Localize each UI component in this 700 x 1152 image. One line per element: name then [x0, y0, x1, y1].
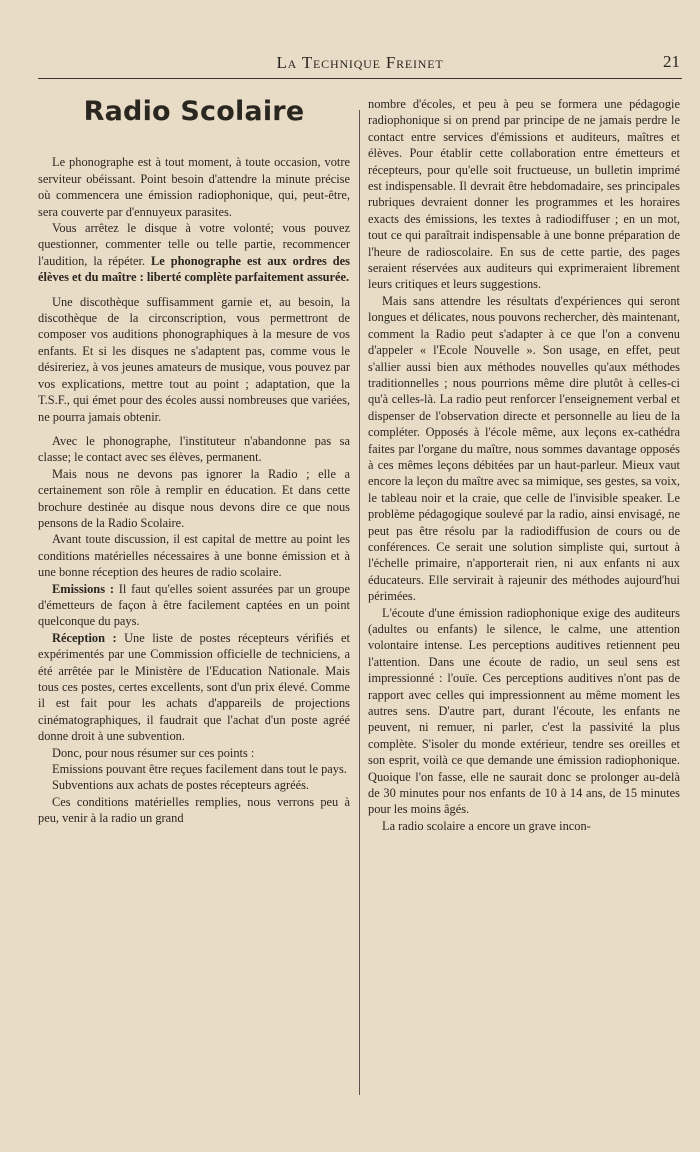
paragraph: Avec le phonographe, l'instituteur n'abandonne pas sa classe; le contact avec ses élèves, permanent.	[38, 433, 350, 465]
reception-heading: Réception :	[52, 630, 117, 645]
emissions-heading: Emissions :	[52, 581, 114, 596]
page-number: 21	[663, 52, 680, 71]
paragraph: L'écoute d'une émission radiophonique exige des auditeurs (adultes ou enfants) le silence, le calme, une attention volontaire intense. Les perceptions auditives retiennent peu l'attention. Dans une écoute de radio, un seul sens est impressionné : l'ouïe. Ces perceptions auditives n'ont pas de rapport avec celles qui impressionnent au même moment les autres sens. D'autre part, durant l'écoute, les enfants ne peuvent, ni remuer, ni parler, c'est la passivité la plus complète. S'isoler du monde extérieur, tendre ses oreilles et son esprit, voilà ce que demande une émission radiophonique. Quoique l'on fasse, elle ne saurait donc se prolonger au-delà de 30 minutes pour nos enfants de 10 à 14 ans, de 15 minutes pour les moins âgés.	[368, 605, 680, 817]
paragraph: Mais nous ne devons pas ignorer la Radio ; elle a certainement son rôle à remplir en éducation. Et dans cette brochure destinée au disque nous devons dire ce que nous pensons de la Radio Scolaire.	[38, 466, 350, 530]
paragraph: nombre d'écoles, et peu à peu se formera une pédagogie radiophonique si on prend par principe de ne jamais perdre le contact entre services d'émissions et auditeurs, maîtres et élèves. Pour établir cette collaboration entre émetteurs et récepteurs, pour qu'elle soit fructueuse, un bulletin imprimé est indispensable. Il devrait être hebdomadaire, ses principales rubriques devraient donner les programmes et les horaires exacts des émissions, les textes à radiodiffuser ; en un mot, tout ce qui paraîtrait indispensable à une bonne préparation de l'heure de radioscolaire. En sus de cette partie, des pages seraient réservées aux auditeurs qui exprimeraient librement leurs critiques et leurs suggestions.	[368, 97, 680, 292]
paragraph: Subventions aux achats de postes récepteurs agréés.	[52, 778, 310, 793]
paragraph: Mais sans attendre les résultats d'expériences qui seront longues et délicates, nous pouvons rechercher, dès maintenant, comment la Radio peut s'adapter à ce que l'on a convenu d'appeler « l'Ecole Nouvelle ». Son usage, en effet, peut s'allier aussi bien aux méthodes nouvelles qu'aux méthodes traditionnelles ; nous pourrions même dire plutôt à celles-ci qu'à celles-là. La radio peut renforcer l'enseignement verbal et dispenser de l'observation directe et personnelle au lieu de la compléter. Opposés à l'école même, aux leçons ex-cathédra faites par l'organe du maître, nous sommes davantage opposés à ces mêmes leçons débitées par un haut-parleur. Mieux vaut encore la leçon du maître avec sa mimique, ses gestes, sa voix, le tableau noir et la craie, que celle de l'invisible speaker. Le problème pédagogique soulevé par la radio, ainsi envisagé, ne peut pas être résolu par la radiodiffusion de cours ou de conférences. Ce serait une solution simpliste qui, surtout à l'échelle primaire, n'apporterait rien, ni aux enfants ni aux éducateurs. Elle servirait à rajeunir des méthodes aujourd'hui périmées.	[368, 293, 680, 604]
article-title: Radio Scolaire	[83, 96, 305, 127]
paragraph: Réception : Une liste de postes récepteurs vérifiés et expérimentés par une Commission officielle de techniciens, a été arrêtée par le Ministère de l'Education Nationale. Mais tous ces postes, certes excellents, sont d'un prix élevé. Comme il est fait pour les achats d'appareils de projections cinématographiques, il faudrait que l'achat d'un poste agréé donne droit à une subvention.	[38, 630, 350, 744]
paragraph: Avant toute discussion, il est capital de mettre au point les conditions matérielles nécessaires à une bonne émission et à une bonne réception des heures de radio scolaire.	[38, 532, 350, 580]
paragraph: Emissions : Il faut qu'elles soient assurées par un groupe d'émetteurs de façon à être facilement captées en un point quelconque du pays.	[38, 581, 350, 629]
paragraph: Ces conditions matérielles remplies, nous verrons peu à peu, venir à la radio un grand	[38, 794, 350, 826]
running-title: La Technique Freinet	[276, 53, 444, 72]
paragraph: Le phonographe est à tout moment, à toute occasion, votre serviteur obéissant. Point besoin d'attendre la minute précise où commencera une émission radiophonique, qui, peut-être, sera couverte par d'ennuyeux parasites.	[38, 155, 350, 219]
running-header	[38, 50, 682, 79]
right-column	[368, 96, 680, 834]
paragraph: La radio scolaire a encore un grave incon-	[382, 818, 591, 833]
column-divider	[359, 110, 360, 1095]
paragraph: Vous arrêtez le disque à votre volonté; vous pouvez questionner, commenter telle ou telle partie, recommencer l'audition, la répéter. Le phonographe est aux ordres des élèves et du maître : liberté complète parfaitement assurée.	[38, 221, 350, 285]
paragraph: Emissions pouvant être reçues facilement dans tout le pays.	[52, 762, 347, 777]
left-column	[38, 98, 350, 827]
bold-statement: Le phonographe est aux ordres des élèves et du maître : liberté complète parfaitement assurée.	[38, 253, 350, 285]
paragraph: Une discothèque suffisamment garnie et, au besoin, la discothèque de la circonscription, vous permettront de composer vos auditions phonographiques à la mesure de vos enfants. Et si les disques ne s'adaptent pas, comme vous le désireriez, à vos jeunes amateurs de musique, vous pouvez par vos explications, mettre tout au point ; adaptation, que la T.S.F., qui émet pour des écoles aussi nombreuses que variées, ne pourra jamais obtenir.	[38, 294, 350, 424]
paragraph: Donc, pour nous résumer sur ces points :	[52, 745, 255, 760]
